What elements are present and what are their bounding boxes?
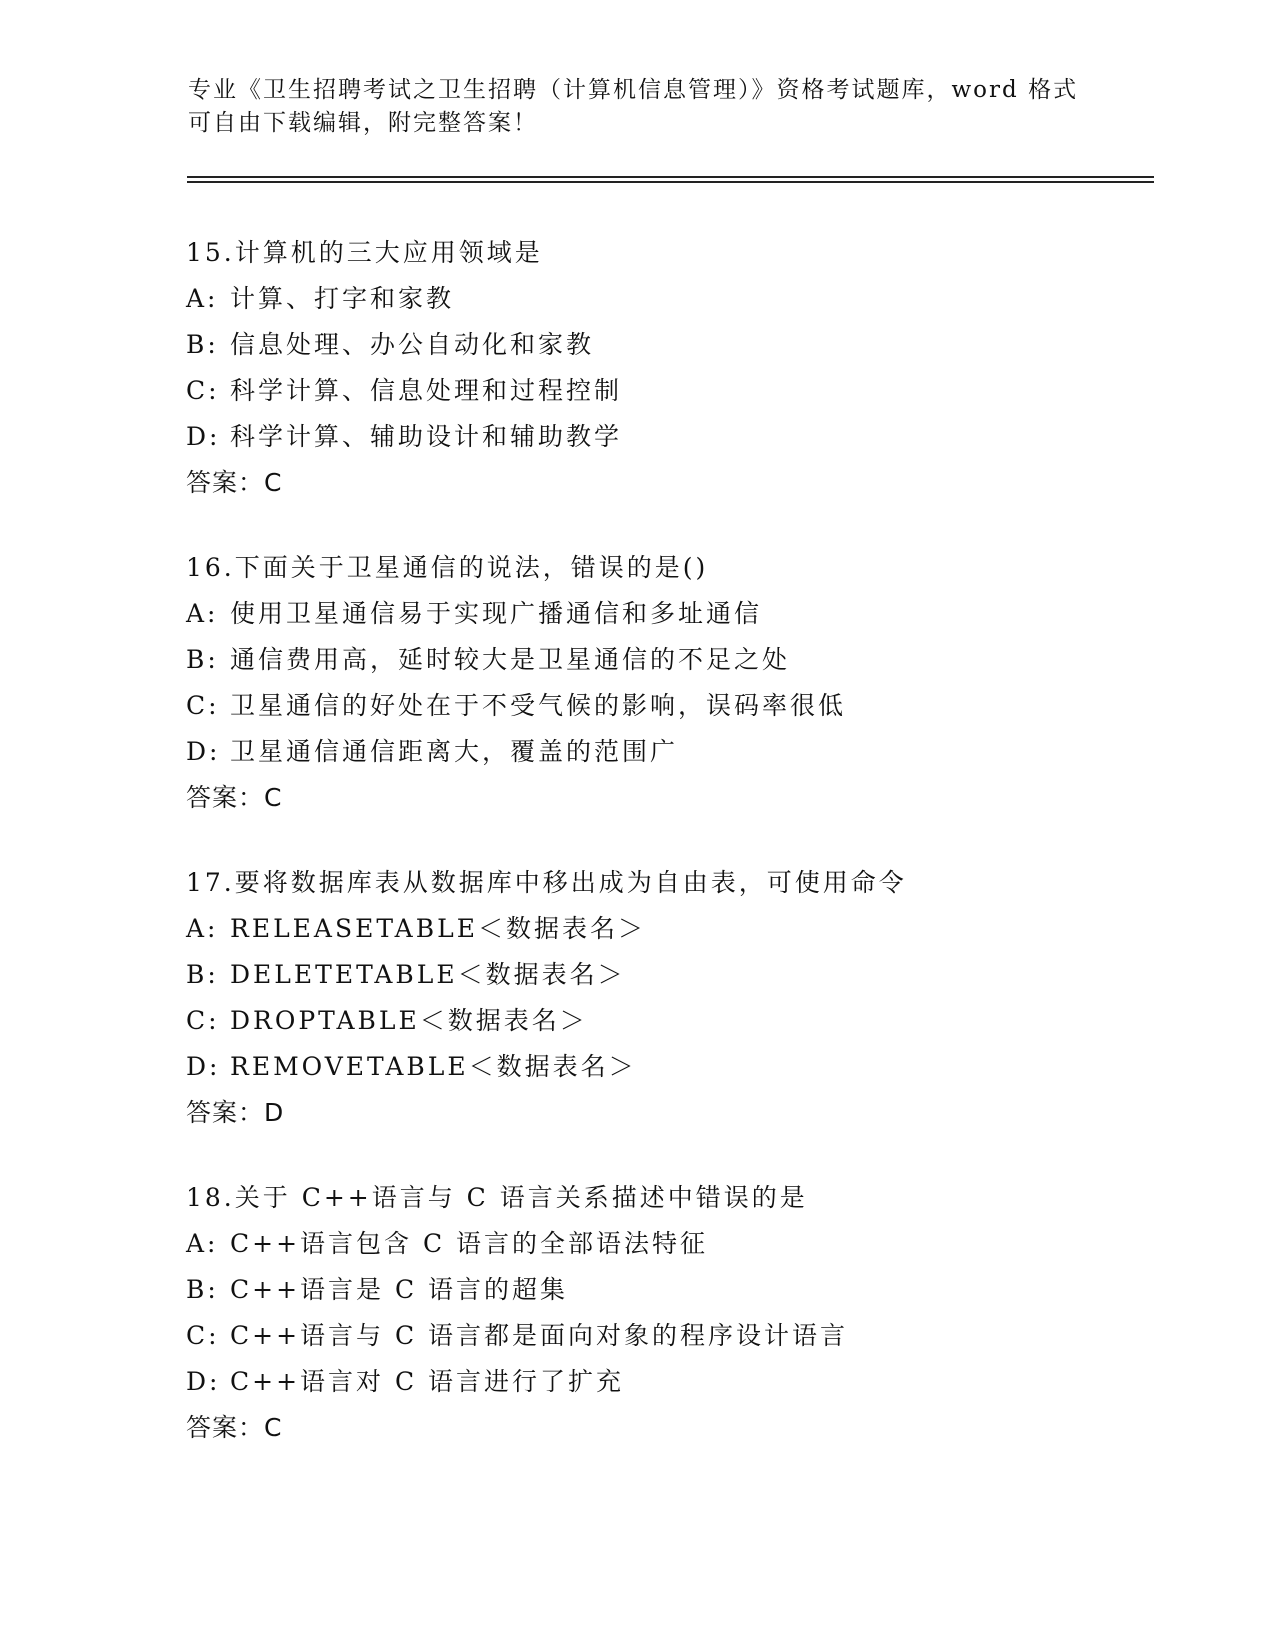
option-text: 信息处理、办公自动化和家教 <box>230 330 595 359</box>
question-15 <box>186 230 1166 506</box>
document-header <box>188 74 1088 140</box>
option-text: 计算、打字和家教 <box>230 284 455 313</box>
option-b <box>186 322 1166 368</box>
question-16 <box>186 545 1166 821</box>
option-key: B: <box>186 960 219 989</box>
answer-line: 答案：C <box>186 783 283 812</box>
option-c <box>186 683 1166 729</box>
question-stem: 16.下面关于卫星通信的说法，错误的是() <box>186 553 709 582</box>
option-text: C++语言对 C 语言进行了扩充 <box>230 1367 625 1396</box>
option-text: 卫星通信的好处在于不受气候的影响，误码率很低 <box>230 691 847 720</box>
answer-line: 答案：C <box>186 468 283 497</box>
option-key: A: <box>186 1229 219 1258</box>
option-b <box>186 1267 1166 1313</box>
option-key: D: <box>186 737 221 766</box>
option-text: 使用卫星通信易于实现广播通信和多址通信 <box>230 599 763 628</box>
option-key: C: <box>186 1321 220 1350</box>
option-text: C++语言是 C 语言的超集 <box>230 1275 569 1304</box>
option-text: 卫星通信通信距离大，覆盖的范围广 <box>230 737 679 766</box>
option-key: A: <box>186 284 219 313</box>
option-text: C++语言包含 C 语言的全部语法特征 <box>230 1229 709 1258</box>
option-text: 科学计算、辅助设计和辅助教学 <box>230 422 623 451</box>
option-b <box>186 952 1166 998</box>
option-key: D: <box>186 422 221 451</box>
option-a <box>186 276 1166 322</box>
option-key: B: <box>186 330 219 359</box>
option-a <box>186 906 1166 952</box>
header-line-1: 专业《卫生招聘考试之卫生招聘（计算机信息管理）》资格考试题库，word 格式 <box>188 77 1079 103</box>
option-key: C: <box>186 691 220 720</box>
option-d <box>186 414 1166 460</box>
answer-line: 答案：C <box>186 1413 283 1442</box>
option-key: C: <box>186 376 220 405</box>
header-line-2: 可自由下载编辑，附完整答案！ <box>188 110 538 136</box>
option-key: B: <box>186 645 219 674</box>
option-a <box>186 1221 1166 1267</box>
option-text: DELETETABLE＜数据表名＞ <box>230 960 626 989</box>
option-text: 通信费用高，延时较大是卫星通信的不足之处 <box>230 645 791 674</box>
option-key: D: <box>186 1367 221 1396</box>
option-c <box>186 998 1166 1044</box>
question-stem: 17.要将数据库表从数据库中移出成为自由表，可使用命令 <box>186 868 907 897</box>
question-stem: 15.计算机的三大应用领域是 <box>186 238 543 267</box>
option-d <box>186 1044 1166 1090</box>
option-key: D: <box>186 1052 221 1081</box>
header-divider-bottom <box>187 181 1154 183</box>
option-a <box>186 591 1166 637</box>
question-stem: 18.关于 C++语言与 C 语言关系描述中错误的是 <box>186 1183 808 1212</box>
option-d <box>186 729 1166 775</box>
option-text: C++语言与 C 语言都是面向对象的程序设计语言 <box>230 1321 849 1350</box>
option-d <box>186 1359 1166 1405</box>
option-text: RELEASETABLE＜数据表名＞ <box>230 914 646 943</box>
answer-line: 答案：D <box>186 1098 285 1127</box>
option-b <box>186 637 1166 683</box>
option-c <box>186 368 1166 414</box>
question-18 <box>186 1175 1166 1451</box>
option-key: B: <box>186 1275 219 1304</box>
option-key: A: <box>186 599 219 628</box>
option-text: 科学计算、信息处理和过程控制 <box>230 376 623 405</box>
option-text: DROPTABLE＜数据表名＞ <box>230 1006 588 1035</box>
option-key: A: <box>186 914 219 943</box>
option-c <box>186 1313 1166 1359</box>
option-key: C: <box>186 1006 220 1035</box>
question-17 <box>186 860 1166 1136</box>
header-divider-top <box>187 176 1154 178</box>
option-text: REMOVETABLE＜数据表名＞ <box>230 1052 637 1081</box>
